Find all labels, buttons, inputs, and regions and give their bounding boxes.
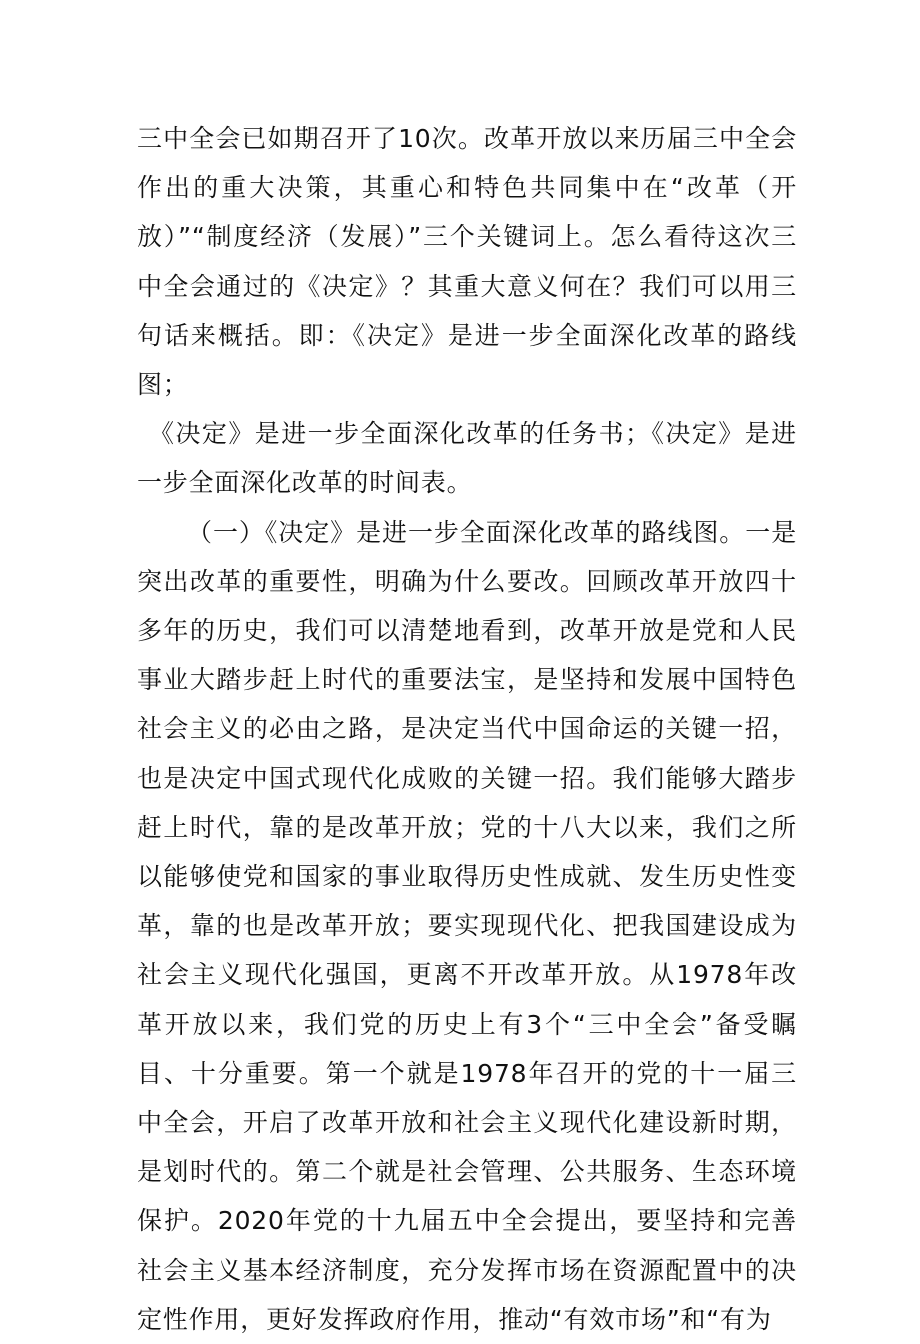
- paragraph-1: 三中全会已如期召开了10次。改革开放以来历届三中全会作出的重大决策，其重心和特色共同集中在“改革（开放）”“制度经济（发展）”三个关键词上。怎么看待这次三中全会通过的《决定》？其重大意义何在？我们可以用三句话来概括。即：《决定》是进一步全面深化改革的路线图；: [137, 124, 797, 400]
- paragraph-2: 《决定》是进一步全面深化改革的任务书；《决定》是进一步全面深化改革的时间表。: [137, 419, 797, 498]
- paragraph-3: （一）《决定》是进一步全面深化改革的路线图。一是突出改革的重要性，明确为什么要改。回顾改革开放四十多年的历史，我们可以清楚地看到，改革开放是党和人民事业大踏步赶上时代的重要法宝，是坚持和发展中国特色社会主义的必由之路，是决定当代中国命运的关键一招，也是决定中国式现代化成败的关键一招。我们能够大踏步赶上时代，靠的是改革开放；党的十八大以来，我们之所以能够使党和国家的事业取得历史性成就、发生历史性变革，靠的也是改革开放；要实现现代化、把我国建设成为社会主义现代化强国，更离不开改革开放。从1978年改革开放以来，我们党的历史上有3个“三中全会”备受瞩目、十分重要。第一个就是1978年召开的党的十一届三中全会，开启了改革开放和社会主义现代化建设新时期，是划时代的。第二个就是社会管理、公共服务、生态环境保护。2020年党的十九届五中全会提出，要坚持和完善社会主义基本经济制度，充分发挥市场在资源配置中的决定性作用，更好发挥政府作用，推动“有效市场”和“有为: [137, 517, 797, 1334]
- document-body: [137, 114, 797, 1344]
